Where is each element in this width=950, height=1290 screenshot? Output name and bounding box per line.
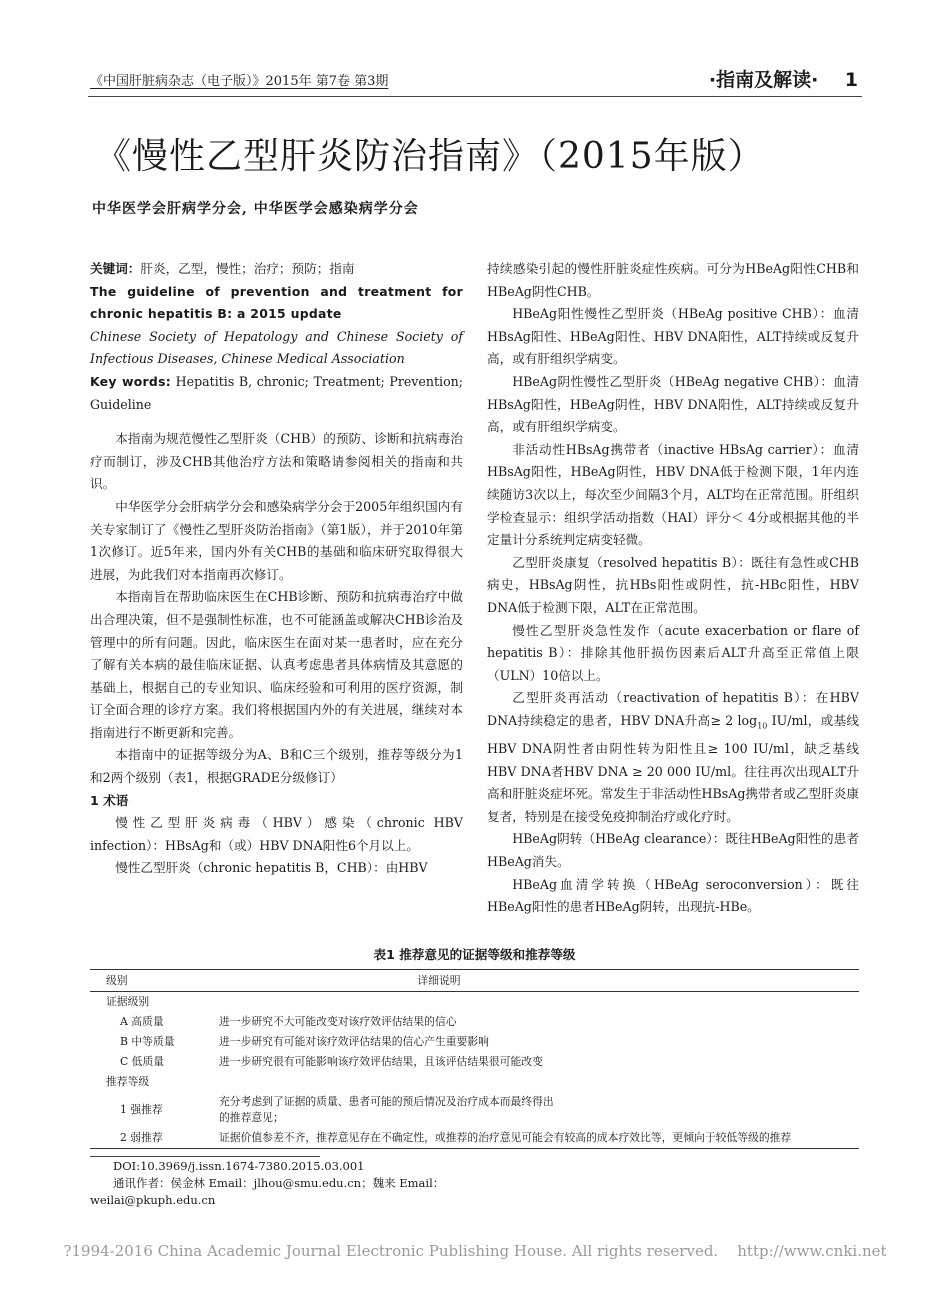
left-column — [90, 258, 463, 880]
paragraph: HBeAg阳性慢性乙型肝炎（HBeAg positive CHB）：血清HBsAg阳性、HBeAg阳性、HBV DNA阳性，ALT持续或反复升高，或有肝组织学病变。 — [487, 306, 859, 367]
footnote-rule — [90, 1156, 320, 1157]
table-header-row — [90, 970, 859, 992]
article-title: 《慢性乙型肝炎防治指南》（2015年版） — [95, 136, 765, 177]
paragraph: 非活动性HBsAg携带者（inactive HBsAg carrier）：血清HBsAg阳性，HBeAg阴性，HBV DNA低于检测下限，1年内连续随访3次以上，每次至少间隔3个月，ALT均在正常范围。肝组织学检查显示：组织学活动指数（HAI）评分＜ 4分或根据其他的半定量计分系统判定病变轻微。 — [487, 441, 859, 548]
page-number: 1 — [844, 69, 858, 91]
table-cell — [215, 1092, 859, 1128]
table-cell: 证据级别 — [106, 995, 150, 1008]
text: IU/ml，或基线HBV DNA阴性者由阴性转为阳性且≥ 100 IU/ml，缺乏基线HBV DNA者HBV DNA ≥ 20 000 IU/ml。往往再次出现ALT升高和肝脏炎症坏死。常发生于非活动性HBsAg携带者或乙型肝炎康复者，特别是在接受免疫抑制治疗或化疗时。 — [487, 712, 859, 824]
keywords-cn — [90, 258, 463, 281]
doi: DOI:10.3969/j.issn.1674-7380.2015.03.001 — [113, 1159, 365, 1173]
subscript: 10 — [757, 721, 768, 731]
table-cell — [215, 992, 859, 1013]
paragraph: 慢性乙型肝炎急性发作（acute exacerbation or flare of hepatitis B）：排除其他肝损伤因素后ALT升高至正常值上限（ULN）10倍以上。 — [487, 622, 859, 683]
paragraph: HBeAg血清学转换（HBeAg seroconversion）：既往HBeAg阳性的患者HBeAg阴转，出现抗-HBe。 — [487, 876, 859, 915]
section-header — [709, 65, 858, 92]
cell-line: 充分考虑到了证据的质量、患者可能的预后情况及治疗成本而最终得出 — [219, 1095, 554, 1108]
keywords-en — [90, 371, 463, 416]
corresponding-author: 通讯作者：侯金林 Email：jlhou@smu.edu.cn；魏来 Email：weilai@pkuph.edu.cn — [90, 1176, 445, 1207]
table-row — [90, 1032, 859, 1052]
table-cell — [215, 1072, 859, 1092]
table-cell: 推荐等级 — [106, 1075, 150, 1088]
table-row — [90, 1012, 859, 1032]
keywords-en-text: Hepatitis B, chronic; Treatment; Prevention; Guideline — [90, 373, 463, 412]
paragraph: 乙型肝炎康复（resolved hepatitis B）：既往有急性或CHB病史，HBsAg阴性，抗HBs阳性或阴性，抗-HBc阳性，HBV DNA低于检测下限，ALT在正常范围。 — [487, 554, 859, 615]
table-caption: 表1 推荐意见的证据等级和推荐等级 — [373, 947, 576, 962]
paragraph: HBeAg阴转（HBeAg clearance）：既往HBeAg阳性的患者HBeAg消失。 — [487, 831, 859, 869]
table-row — [90, 992, 859, 1013]
column-header-level: 级别 — [90, 970, 215, 992]
column-header-desc: 详细说明 — [215, 970, 859, 992]
keywords-en-label: Key words: — [90, 373, 172, 389]
paragraph — [487, 687, 859, 828]
table-1 — [90, 944, 859, 1149]
section-label: ·指南及解读· — [708, 69, 819, 91]
table-cell: 证据价值参差不齐，推荐意见存在不确定性，或推荐的治疗意见可能会有较高的成本疗效比等，更倾向于较低等级的推荐 — [215, 1128, 859, 1149]
table-row — [90, 1092, 859, 1128]
table-cell: 进一步研究有可能对该疗效评估结果的信心产生重要影响 — [219, 1035, 489, 1048]
section-heading: 1 术语 — [90, 792, 129, 808]
table-cell: 进一步研究不大可能改变对该疗效评估结果的信心 — [219, 1015, 457, 1028]
journal-header: 《中国肝脏病杂志（电子版）》2015年 第7卷 第3期 — [90, 74, 389, 89]
header-rule — [88, 96, 862, 97]
paragraph: 中华医学分会肝病学分会和感染病学分会于2005年组织国内有关专家制订了《慢性乙型肝炎防治指南》（第1版），并于2010年第1次修订。近5年来，国内外有关CHB的基础和临床研究取得很大进展，为此我们对本指南再次修订。 — [90, 498, 463, 582]
copyright-notice: ?1994-2016 China Academic Journal Electronic Publishing House. All rights reserved. http://www.cnki.net — [63, 1242, 887, 1260]
paragraph: 持续感染引起的慢性肝脏炎症性疾病。可分为HBeAg阳性CHB和HBeAg阴性CHB。 — [487, 261, 859, 299]
table-cell: 1 强推荐 — [120, 1103, 163, 1116]
article-authors: 中华医学会肝病学分会, 中华医学会感染病学分会 — [92, 201, 419, 217]
keywords-label: 关键词： — [90, 261, 141, 276]
table-row — [90, 1072, 859, 1092]
paragraph: 慢性乙型肝炎病毒（HBV）感染（chronic HBV infection）：HBsAg和（或）HBV DNA阳性6个月以上。 — [90, 815, 463, 853]
table-row — [90, 1128, 859, 1149]
paragraph: 本指南旨在帮助临床医生在CHB诊断、预防和抗病毒治疗中做出合理决策，但不是强制性标准，也不可能涵盖或解决CHB诊治及管理中的所有问题。因此，临床医生在面对某一患者时，应在充分了解有关本病的最佳临床证据、认真考虑患者具体病情及其意愿的基础上，根据自己的专业知识、临床经验和可利用的医疗资源，制订全面合理的诊疗方案。我们将根据国内外的有关进展，继续对本指南进行不断更新和完善。 — [90, 589, 463, 740]
text: 乙型肝炎再活动（reactivation of hepatitis B）：在HBV DNA持续稳定的患者，HBV DNA升高≥ 2 log — [487, 690, 859, 728]
english-authors: Chinese Society of Hepatology and Chinese Society of Infectious Diseases, Chinese Medical Association — [90, 328, 463, 367]
english-title: The guideline of prevention and treatment for chronic hepatitis B: a 2015 update — [90, 283, 463, 322]
table-row — [90, 1052, 859, 1072]
paragraph: 本指南中的证据等级分为A、B和C三个级别，推荐等级分为1和2两个级别（表1，根据GRADE分级修订） — [90, 747, 463, 786]
cell-line: 的推荐意见； — [219, 1111, 284, 1124]
table-cell: B 中等质量 — [120, 1035, 175, 1048]
right-column — [487, 258, 859, 919]
paragraph: 本指南为规范慢性乙型肝炎（CHB）的预防、诊断和抗病毒治疗而制订，涉及CHB其他治疗方法和策略请参阅相关的指南和共识。 — [90, 431, 463, 492]
table-cell: A 高质量 — [120, 1015, 164, 1028]
paragraph: 慢性乙型肝炎（chronic hepatitis B，CHB）：由HBV — [115, 860, 428, 876]
keywords-text: 肝炎，乙型，慢性；治疗；预防；指南 — [140, 261, 355, 276]
evidence-table — [90, 969, 859, 1149]
table-cell: 2 弱推荐 — [90, 1128, 215, 1149]
table-cell: C 低质量 — [120, 1055, 165, 1068]
table-cell: 进一步研究很有可能影响该疗效评估结果，且该评估结果很可能改变 — [219, 1055, 543, 1068]
paragraph: HBeAg阴性慢性乙型肝炎（HBeAg negative CHB）：血清HBsAg阳性，HBeAg阴性，HBV DNA阳性，ALT持续或反复升高，或有肝组织学病变。 — [487, 373, 859, 435]
footnotes — [90, 1158, 460, 1209]
